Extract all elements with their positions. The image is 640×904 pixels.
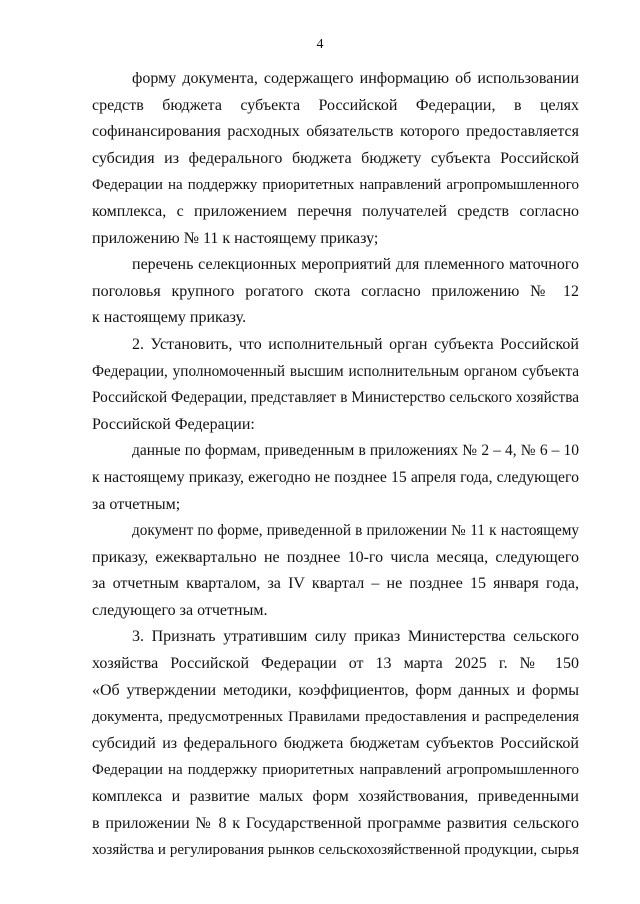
text-line: за отчетным;: [92, 495, 181, 513]
text-line: средств бюджета субъекта Российской Федерации, в целях: [92, 96, 579, 114]
text-line: приказу, ежеквартально не позднее 10-го числа месяца, следующего: [92, 548, 579, 566]
text-line: Российской Федерации:: [92, 415, 255, 433]
text-line: Федерации на поддержку приоритетных направлений агропромышленного: [92, 762, 579, 779]
text-line: хозяйства и регулирования рынков сельскохозяйственной продукции, сырья: [92, 842, 579, 859]
text-line: 2. Установить, что исполнительный орган субъекта Российской: [132, 335, 579, 353]
text-line: в приложении № 8 к Государственной программе развития сельского: [92, 814, 579, 832]
text-line: за отчетным кварталом, за IV квартал – не позднее 15 января года,: [92, 575, 579, 593]
text-line: форму документа, содержащего информацию об использовании: [132, 70, 579, 87]
text-line: субсидий из федерального бюджета бюджетам субъектов Российской: [92, 734, 579, 752]
text-line: 3. Признать утратившим силу приказ Министерства сельского: [132, 628, 579, 646]
text-line: «Об утверждении методики, коэффициентов, форм данных и формы: [92, 681, 579, 699]
text-line: Федерации на поддержку приоритетных направлений агропромышленного: [92, 177, 579, 194]
text-line: Федерации, уполномоченный высшим исполнительным органом субъекта: [92, 362, 579, 380]
text-line: комплекса и развитие малых форм хозяйствования, приведенными: [92, 788, 579, 806]
text-line: поголовья крупного рогатого скота согласно приложению № 12: [92, 282, 579, 300]
text-line: документ по форме, приведенной в приложении № 11 к настоящему: [132, 522, 579, 540]
text-line: к настоящему приказу, ежегодно не позднее 15 апреля года, следующего: [92, 468, 579, 486]
page-number: 4: [316, 37, 324, 52]
text-line: следующего за отчетным.: [92, 601, 268, 619]
text-line: комплекса, с приложением перечня получателей средств согласно: [92, 202, 579, 220]
text-line: документа, предусмотренных Правилами предоставления и распределения: [92, 709, 579, 726]
text-line: перечень селекционных мероприятий для племенного маточного: [132, 256, 579, 274]
text-line: Российской Федерации, представляет в Министерство сельского хозяйства: [92, 389, 579, 407]
text-line: к настоящему приказу.: [92, 309, 247, 327]
text-line: софинансирования расходных обязательств которого предоставляется: [92, 123, 579, 141]
text-line: приложению № 11 к настоящему приказу;: [92, 229, 379, 247]
text-line: хозяйства Российской Федерации от 13 марта 2025 г. № 150: [92, 655, 579, 673]
text-line: данные по формам, приведенным в приложениях № 2 – 4, № 6 – 10: [132, 442, 579, 460]
text-line: субсидия из федерального бюджета бюджету субъекта Российской: [92, 149, 579, 167]
body-text: [92, 66, 579, 864]
